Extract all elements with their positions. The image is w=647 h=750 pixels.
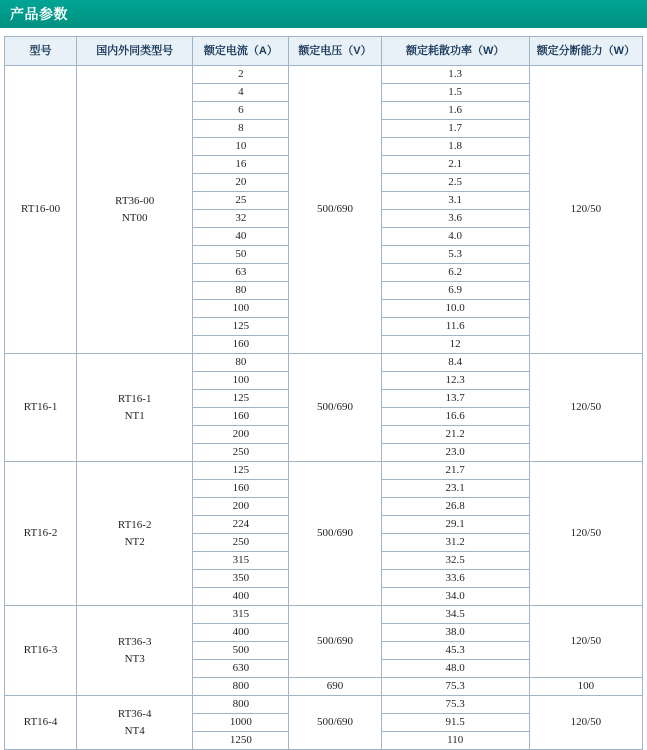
cell-power: 34.0 — [381, 588, 529, 606]
column-header-rated-current: 额定电流（A） — [193, 37, 289, 66]
table-row — [5, 696, 643, 714]
cell-current: 20 — [193, 174, 289, 192]
table-row — [5, 606, 643, 624]
table-header-row — [5, 37, 643, 66]
cell-current: 100 — [193, 300, 289, 318]
table-header — [5, 37, 643, 66]
cell-power: 4.0 — [381, 228, 529, 246]
cell-voltage: 500/690 — [289, 354, 381, 462]
cell-current: 800 — [193, 678, 289, 696]
cell-power: 23.1 — [381, 480, 529, 498]
cell-power: 3.6 — [381, 210, 529, 228]
equivalent-line-1: RT36-00 — [115, 195, 155, 208]
cell-current: 160 — [193, 480, 289, 498]
cell-power: 29.1 — [381, 516, 529, 534]
cell-power: 12 — [381, 336, 529, 354]
cell-current: 315 — [193, 552, 289, 570]
cell-current: 125 — [193, 390, 289, 408]
cell-current: 80 — [193, 354, 289, 372]
cell-power: 21.2 — [381, 426, 529, 444]
section-title-bar — [0, 0, 647, 28]
cell-current: 400 — [193, 588, 289, 606]
cell-power: 1.3 — [381, 66, 529, 84]
equivalent-line-2: NT00 — [121, 211, 148, 224]
cell-power: 1.5 — [381, 84, 529, 102]
cell-model: RT16-00 — [5, 66, 77, 354]
cell-current: 160 — [193, 336, 289, 354]
cell-power: 33.6 — [381, 570, 529, 588]
cell-power: 75.3 — [381, 678, 529, 696]
cell-current: 4 — [193, 84, 289, 102]
cell-current: 800 — [193, 696, 289, 714]
cell-power: 6.2 — [381, 264, 529, 282]
table-row — [5, 462, 643, 480]
cell-power: 31.2 — [381, 534, 529, 552]
column-header-breaking-capacity: 额定分断能力（W） — [529, 37, 642, 66]
cell-power: 34.5 — [381, 606, 529, 624]
cell-current: 400 — [193, 624, 289, 642]
cell-current: 1250 — [193, 732, 289, 750]
table-row — [5, 354, 643, 372]
cell-current: 80 — [193, 282, 289, 300]
cell-power: 6.9 — [381, 282, 529, 300]
equivalent-line-1: RT16-1 — [117, 393, 152, 406]
cell-current: 32 — [193, 210, 289, 228]
cell-power: 5.3 — [381, 246, 529, 264]
cell-power: 11.6 — [381, 318, 529, 336]
cell-current: 200 — [193, 498, 289, 516]
cell-voltage: 500/690 — [289, 696, 381, 750]
equivalent-line-1: RT36-4 — [117, 708, 152, 721]
cell-power: 110 — [381, 732, 529, 750]
cell-power: 75.3 — [381, 696, 529, 714]
cell-breaking: 120/50 — [529, 462, 642, 606]
cell-voltage: 500/690 — [289, 66, 381, 354]
cell-current: 125 — [193, 318, 289, 336]
cell-power: 10.0 — [381, 300, 529, 318]
cell-power: 21.7 — [381, 462, 529, 480]
cell-power: 45.3 — [381, 642, 529, 660]
cell-power: 12.3 — [381, 372, 529, 390]
cell-current: 25 — [193, 192, 289, 210]
cell-breaking: 100 — [529, 678, 642, 696]
cell-model: RT16-1 — [5, 354, 77, 462]
column-header-equivalent: 国内外同类型号 — [77, 37, 193, 66]
cell-current: 250 — [193, 534, 289, 552]
equivalent-line-1: RT16-2 — [117, 519, 152, 532]
cell-breaking: 120/50 — [529, 606, 642, 678]
cell-power: 1.7 — [381, 120, 529, 138]
cell-power: 48.0 — [381, 660, 529, 678]
cell-current: 224 — [193, 516, 289, 534]
equivalent-line-2: NT4 — [124, 724, 145, 737]
cell-power: 23.0 — [381, 444, 529, 462]
cell-power: 13.7 — [381, 390, 529, 408]
page-title: 产品参数 — [10, 6, 68, 22]
cell-current: 16 — [193, 156, 289, 174]
cell-equivalent — [77, 462, 193, 606]
equivalent-line-2: NT1 — [124, 409, 145, 422]
column-header-rated-voltage: 额定电压（V） — [289, 37, 381, 66]
cell-voltage: 690 — [289, 678, 381, 696]
cell-current: 350 — [193, 570, 289, 588]
cell-voltage: 500/690 — [289, 462, 381, 606]
cell-current: 315 — [193, 606, 289, 624]
cell-equivalent — [77, 606, 193, 696]
cell-current: 500 — [193, 642, 289, 660]
cell-power: 2.5 — [381, 174, 529, 192]
cell-voltage: 500/690 — [289, 606, 381, 678]
cell-current: 200 — [193, 426, 289, 444]
cell-model: RT16-3 — [5, 606, 77, 696]
cell-current: 125 — [193, 462, 289, 480]
cell-current: 2 — [193, 66, 289, 84]
cell-current: 6 — [193, 102, 289, 120]
cell-equivalent — [77, 696, 193, 750]
cell-power: 26.8 — [381, 498, 529, 516]
cell-power: 91.5 — [381, 714, 529, 732]
cell-breaking: 120/50 — [529, 66, 642, 354]
cell-model: RT16-4 — [5, 696, 77, 750]
cell-current: 8 — [193, 120, 289, 138]
cell-power: 2.1 — [381, 156, 529, 174]
equivalent-line-2: NT2 — [124, 535, 145, 548]
cell-power: 8.4 — [381, 354, 529, 372]
cell-power: 16.6 — [381, 408, 529, 426]
cell-breaking: 120/50 — [529, 354, 642, 462]
cell-equivalent — [77, 66, 193, 354]
cell-power: 3.1 — [381, 192, 529, 210]
cell-current: 40 — [193, 228, 289, 246]
cell-breaking: 120/50 — [529, 696, 642, 750]
cell-current: 630 — [193, 660, 289, 678]
cell-current: 100 — [193, 372, 289, 390]
column-header-model: 型号 — [5, 37, 77, 66]
cell-current: 1000 — [193, 714, 289, 732]
cell-current: 50 — [193, 246, 289, 264]
column-header-rated-dissipation: 额定耗散功率（W） — [381, 37, 529, 66]
table-body — [5, 66, 643, 750]
cell-model: RT16-2 — [5, 462, 77, 606]
cell-power: 1.6 — [381, 102, 529, 120]
cell-current: 250 — [193, 444, 289, 462]
cell-current: 63 — [193, 264, 289, 282]
equivalent-line-1: RT36-3 — [117, 636, 152, 649]
product-parameter-table — [4, 36, 643, 750]
cell-power: 38.0 — [381, 624, 529, 642]
equivalent-line-2: NT3 — [124, 652, 145, 665]
cell-current: 160 — [193, 408, 289, 426]
cell-power: 32.5 — [381, 552, 529, 570]
table-row — [5, 66, 643, 84]
cell-power: 1.8 — [381, 138, 529, 156]
cell-current: 10 — [193, 138, 289, 156]
cell-equivalent — [77, 354, 193, 462]
